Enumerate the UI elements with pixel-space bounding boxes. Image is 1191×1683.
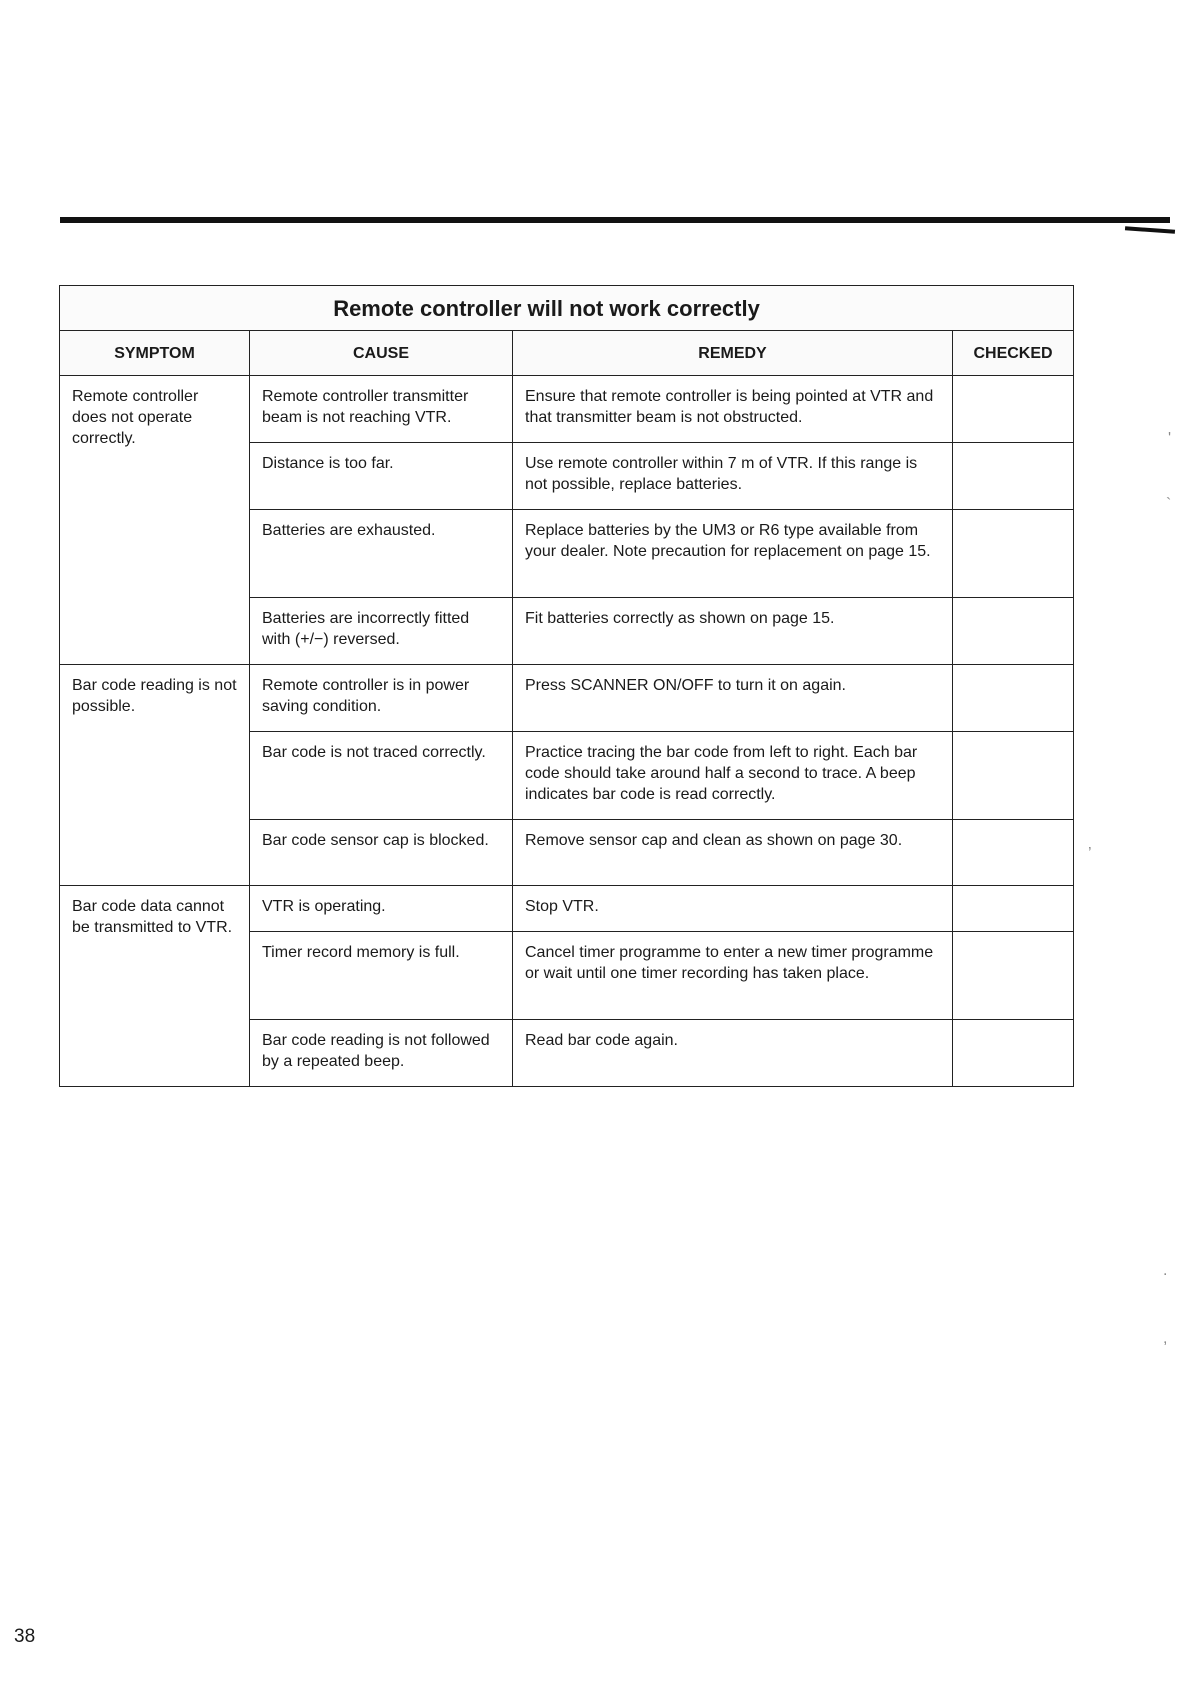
scan-speck: ’ — [1088, 845, 1092, 862]
cause-cell: VTR is operating. — [250, 886, 513, 932]
symptom-cell: Bar code reading is not possible. — [60, 665, 250, 886]
page-number: 38 — [14, 1626, 36, 1647]
cause-cell: Timer record memory is full. — [250, 932, 513, 1020]
title-row — [60, 286, 1074, 331]
checked-cell[interactable] — [953, 820, 1074, 886]
checked-cell[interactable] — [953, 665, 1074, 732]
remedy-cell: Cancel timer programme to enter a new timer programme or wait until one timer recording has taken place. — [513, 932, 953, 1020]
remedy-cell: Remove sensor cap and clean as shown on page 30. — [513, 820, 953, 886]
cause-cell: Bar code reading is not followed by a repeated beep. — [250, 1020, 513, 1087]
top-rule — [60, 217, 1170, 223]
table-title: Remote controller will not work correctly — [333, 295, 760, 321]
cause-cell: Bar code sensor cap is blocked. — [250, 820, 513, 886]
scan-speck: ` — [1166, 496, 1172, 513]
cause-cell: Batteries are incorrectly fitted with (+/−) reversed. — [250, 598, 513, 665]
checked-cell[interactable] — [953, 443, 1074, 510]
header-cause: CAUSE — [250, 331, 513, 376]
checked-cell[interactable] — [953, 886, 1074, 932]
remedy-cell: Replace batteries by the UM3 or R6 type available from your dealer. Note precaution for replacement on page 15. — [513, 510, 953, 598]
table-row — [60, 665, 1074, 732]
cause-cell: Remote controller transmitter beam is not reaching VTR. — [250, 376, 513, 443]
scan-speck: . — [1163, 1262, 1168, 1279]
symptom-cell: Remote controller does not operate correctly. — [60, 376, 250, 665]
cause-cell: Bar code is not traced correctly. — [250, 732, 513, 820]
scan-speck: ' — [1168, 430, 1172, 447]
checked-cell[interactable] — [953, 932, 1074, 1020]
header-remedy: REMEDY — [513, 331, 953, 376]
troubleshooting-table-wrapper — [59, 285, 1073, 1087]
remedy-cell: Practice tracing the bar code from left to right. Each bar code should take around half a second to trace. A beep indicates bar code is read correctly. — [513, 732, 953, 820]
header-checked: CHECKED — [953, 331, 1074, 376]
table-row — [60, 886, 1074, 932]
troubleshooting-table — [59, 285, 1074, 1087]
header-row — [60, 331, 1074, 376]
checked-cell[interactable] — [953, 598, 1074, 665]
scan-speck: , — [1163, 1330, 1168, 1347]
remedy-cell: Read bar code again. — [513, 1020, 953, 1087]
remedy-cell: Press SCANNER ON/OFF to turn it on again. — [513, 665, 953, 732]
cause-cell: Distance is too far. — [250, 443, 513, 510]
checked-cell[interactable] — [953, 1020, 1074, 1087]
remedy-cell: Use remote controller within 7 m of VTR. If this range is not possible, replace batteries. — [513, 443, 953, 510]
checked-cell[interactable] — [953, 732, 1074, 820]
remedy-cell: Stop VTR. — [513, 886, 953, 932]
remedy-cell: Fit batteries correctly as shown on page 15. — [513, 598, 953, 665]
remedy-cell: Ensure that remote controller is being pointed at VTR and that transmitter beam is not obstructed. — [513, 376, 953, 443]
symptom-cell: Bar code data cannot be transmitted to VTR. — [60, 886, 250, 1087]
cause-cell: Remote controller is in power saving condition. — [250, 665, 513, 732]
cause-cell: Batteries are exhausted. — [250, 510, 513, 598]
checked-cell[interactable] — [953, 376, 1074, 443]
top-rule-tail — [1125, 226, 1175, 233]
table-title-cell — [60, 286, 1074, 331]
checked-cell[interactable] — [953, 510, 1074, 598]
header-symptom: SYMPTOM — [60, 331, 250, 376]
table-row — [60, 376, 1074, 443]
